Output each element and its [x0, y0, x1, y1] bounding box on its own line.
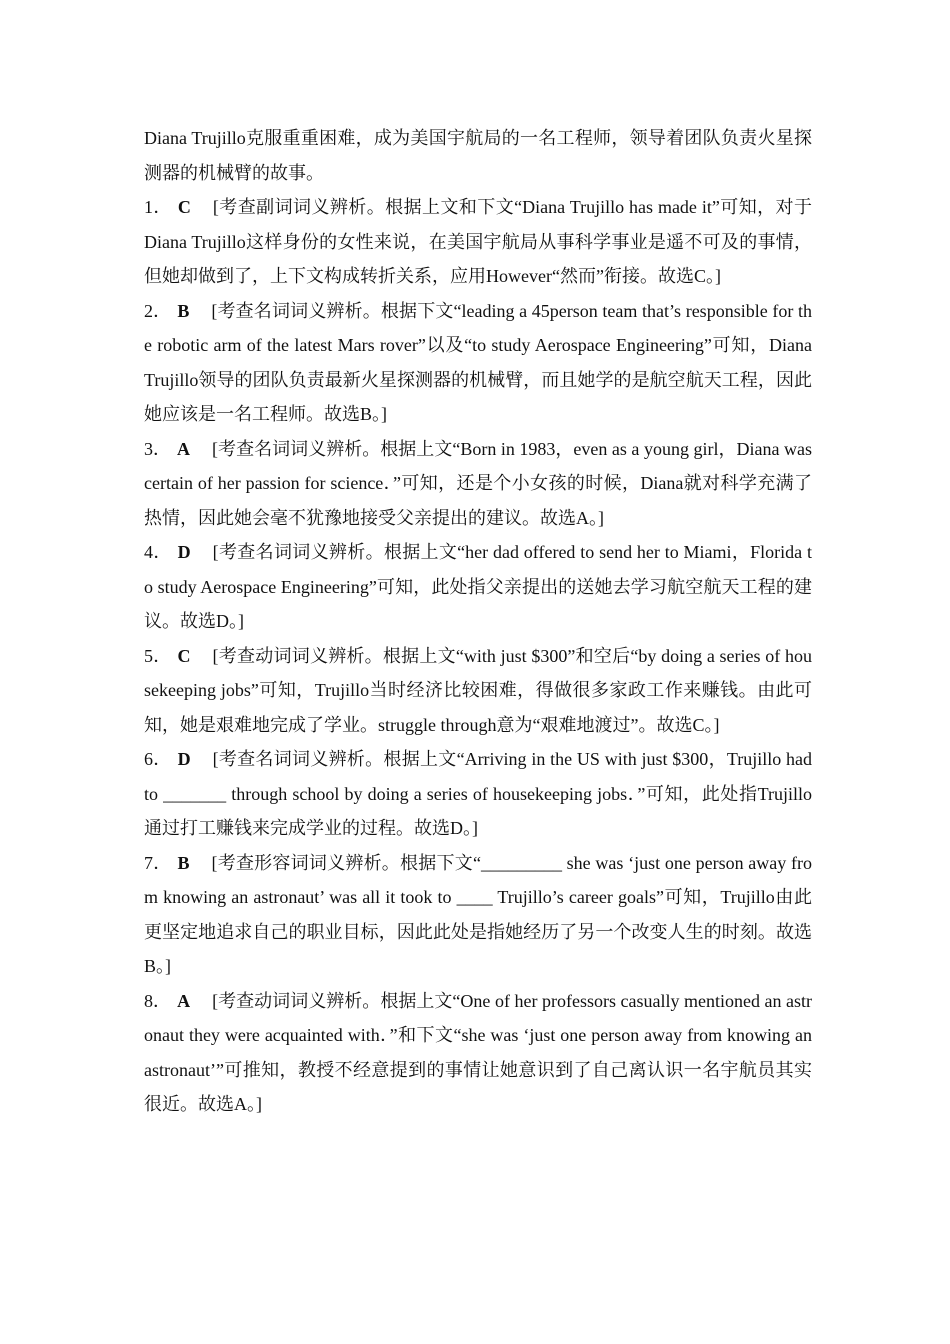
- item-number: 7．: [144, 852, 172, 873]
- explanation-text: [考查名词词义辨析。根据上文“Arriving in the US with just $300，Trujillo had to _______ through school by doing a series of housekeeping jobs．”可知，此处指Trujillo通过打工赚钱来完成学业的过程。故选D。]: [144, 749, 812, 838]
- answer-item-3: [144, 432, 812, 536]
- answer-letter: A: [177, 438, 191, 459]
- answer-letter: B: [177, 300, 190, 321]
- explanation-text: [考查名词词义辨析。根据上文“her dad offered to send her to Miami，Florida to study Aerospace Engineering”可知，此处指父亲提出的送她去学习航空航天工程的建议。故选D。]: [144, 542, 812, 631]
- answer-item-8: [144, 984, 812, 1122]
- item-number: 8．: [144, 990, 172, 1011]
- answer-letter: D: [177, 749, 191, 769]
- answer-letter: C: [177, 645, 191, 666]
- item-number: 6．: [144, 749, 172, 769]
- answer-item-7: [144, 846, 812, 984]
- answer-letter: A: [177, 990, 191, 1011]
- answer-item-5: [144, 639, 812, 743]
- intro-paragraph: Diana Trujillo克服重重困难，成为美国宇航局的一名工程师，领导着团队负责火星探测器的机械臂的故事。: [144, 128, 812, 183]
- item-number: 5．: [144, 645, 172, 666]
- item-number: 4．: [144, 542, 172, 562]
- explanation-text: [考查形容词词义辨析。根据下文“_________ she was ‘just one person away from knowing an astronaut’ was all it took to ____ Trujillo’s career goals”可知，Trujillo由此更坚定地追求自己的职业目标，因此此处是指她经历了另一个改变人生的时刻。故选B。]: [144, 852, 812, 976]
- explanation-text: [考查名词词义辨析。根据上文“Born in 1983，even as a young girl，Diana was certain of her passion for science．”可知，还是个小女孩的时候，Diana就对科学充满了热情，因此她会毫不犹豫地接受父亲提出的建议。故选A。]: [144, 438, 812, 528]
- explanation-text: [考查动词词义辨析。根据上文“with just $300”和空后“by doing a series of housekeeping jobs”可知，Trujillo当时经济比较困难，得做很多家政工作来赚钱。由此可知，她是艰难地完成了学业。struggle through意为“艰难地渡过”。故选C。]: [144, 645, 813, 735]
- explanation-text: [考查名词词义辨析。根据下文“leading a 45person team that’s responsible for the robotic arm of the latest Mars rover”以及“to study Aerospace Engineering”可知，Diana Trujillo领导的团队负责最新火星探测器的机械臂，而且她学的是航空航天工程，因此她应该是一名工程师。故选B。]: [144, 300, 812, 424]
- answer-item-2: [144, 294, 812, 432]
- answer-item-4: [144, 535, 812, 639]
- answer-letter: C: [177, 197, 191, 217]
- document-page: [144, 121, 812, 1122]
- item-number: 3．: [144, 438, 172, 459]
- answer-item-6: [144, 742, 812, 846]
- answer-letter: B: [177, 852, 190, 873]
- explanation-text: [考查副词词义辨析。根据上文和下文“Diana Trujillo has made it”可知，对于Diana Trujillo这样身份的女性来说，在美国宇航局从事科学事业是遥不可及的事情，但她却做到了，上下文构成转折关系，应用However“然而”衔接。故选C。]: [144, 197, 812, 286]
- item-number: 2．: [144, 300, 172, 321]
- answer-letter: D: [177, 542, 191, 562]
- answer-item-1: [144, 190, 812, 294]
- item-number: 1．: [144, 197, 172, 217]
- explanation-text: [考查动词词义辨析。根据上文“One of her professors casually mentioned an astronaut they were acquainted with．”和下文“she was ‘just one person away from knowing an astronaut’”可推知，教授不经意提到的事情让她意识到了自己离认识一名宇航员其实很近。故选A。]: [144, 990, 813, 1114]
